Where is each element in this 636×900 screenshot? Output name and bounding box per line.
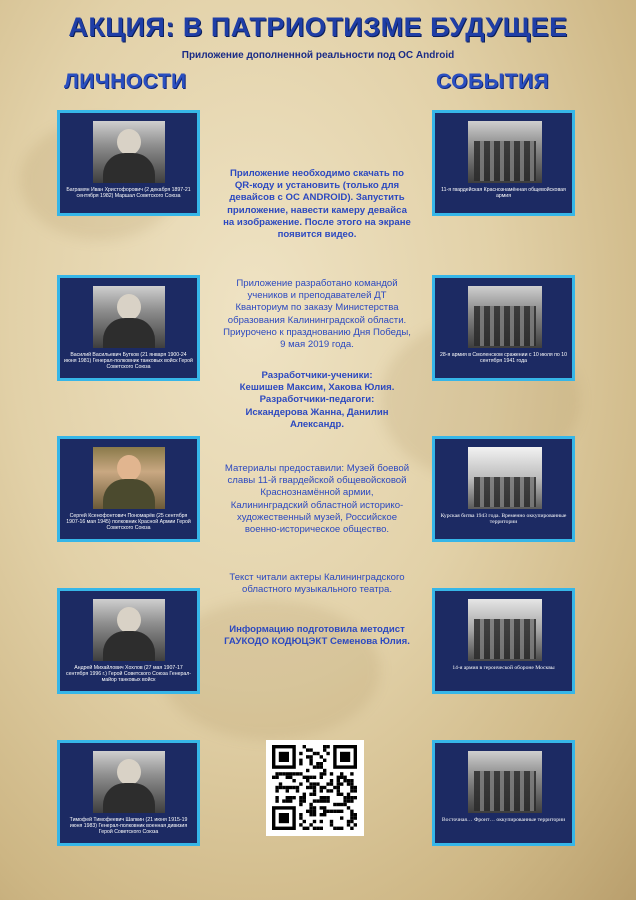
event-caption: Восточная… Фронт… оккупированные территории [441, 817, 566, 823]
personalities-heading: ЛИЧНОСТИ [64, 70, 187, 93]
poster-title: АКЦИЯ: В ПАТРИОТИЗМЕ БУДУЩЕЕ [68, 12, 568, 42]
teachers-names: Искандерова Жанна, Данилин Александр. [245, 406, 389, 430]
personality-card[interactable] [57, 588, 200, 694]
event-caption: 28-я армия в Смоленском сражении с 10 июля по 10 сентября 1941 года [439, 352, 568, 365]
event-card[interactable] [432, 740, 575, 846]
personality-card[interactable] [57, 275, 200, 381]
event-caption: 14-я армия в героической обороне Москвы [452, 665, 555, 671]
event-card[interactable] [432, 436, 575, 542]
personality-caption: Андрей Михайлович Хохлов (27 мая 1907-17 сентября 1996 г.) Герой Советского Союза Генерал-майор танковых войск [66, 665, 191, 684]
personality-caption: Василий Васильевич Бутков (21 января 1900-24 июня 1981) Генерал-полковник танковых войск Герой Советского Союза [64, 352, 193, 371]
event-card[interactable] [432, 110, 575, 216]
students-label: Разработчики-ученики: [261, 370, 373, 381]
portrait-icon [93, 751, 165, 813]
install-instructions: Приложение необходимо скачать по QR-коду и установить (только для девайсов с ОС ANDROID). Запустить приложение, навести камеру девайса на изображение. После этого на экране появится видео. [223, 168, 411, 241]
developer-info: Приложение разработано командой учеников и преподавателей ДТ Кванториум по заказу Министерства образования Калининградской области. Приурочено к празднованию Дня Победы, 9 мая 2019 года. [223, 278, 411, 351]
event-caption: Курская битва 1943 года. Временно оккупированные территории [440, 513, 567, 526]
event-card[interactable] [432, 588, 575, 694]
portrait-icon [93, 286, 165, 348]
soldiers-photo-icon [468, 286, 542, 348]
prepared-by: Информацию подготовила методист ГАУКОДО КОДЮЦЭКТ Семенова Юлия. [224, 624, 410, 648]
students-names: Кешишев Максим, Хакова Юлия. [239, 382, 395, 394]
qr-code-graphic [266, 740, 364, 836]
personality-card[interactable] [57, 110, 200, 216]
personality-caption: Сергей Ксенофонтович Пономарёв (25 сентября 1907-16 мая 1945) полковник Красной Армии Герой Советского Союза [66, 513, 191, 532]
portrait-icon [93, 121, 165, 183]
events-heading: СОБЫТИЯ [436, 70, 550, 93]
teachers-label: Разработчики-педагоги: [259, 394, 375, 406]
qr-code-icon[interactable] [266, 740, 364, 836]
event-card[interactable] [432, 275, 575, 381]
banner-march-photo-icon [468, 447, 542, 509]
voice-credits: Текст читали актеры Калининградского областного музыкального театра. [229, 572, 405, 596]
event-caption: 11-я гвардейская Краснознамённая общевойсковая армия [441, 187, 566, 200]
personality-caption: Баграмян Иван Христофорович (2 декабря 1897-21 сентября 1982) Маршал Советского Союза [66, 187, 191, 200]
parade-photo-icon [468, 599, 542, 661]
portrait-icon [93, 447, 165, 509]
student-developers [222, 370, 412, 431]
soldiers-photo-icon [468, 751, 542, 813]
portrait-icon [93, 599, 165, 661]
poster-subtitle: Приложение дополненной реальности под ОС Android [181, 50, 455, 61]
personality-card[interactable] [57, 436, 200, 542]
personality-caption: Тимофей Тимофеевич Шапкин (21 июня 1915-19 июня 1983) Генерал-полковник военная дивизия Герой Советского Союза [69, 817, 188, 836]
personality-card[interactable] [57, 740, 200, 846]
materials-credits: Материалы предоставили: Музей боевой славы 11-й гвардейской общевойсковой Краснознамённой армии, Калининградский областной историко-художественный музей, Российское военно-историческое общество. [224, 463, 410, 536]
soldiers-photo-icon [468, 121, 542, 183]
